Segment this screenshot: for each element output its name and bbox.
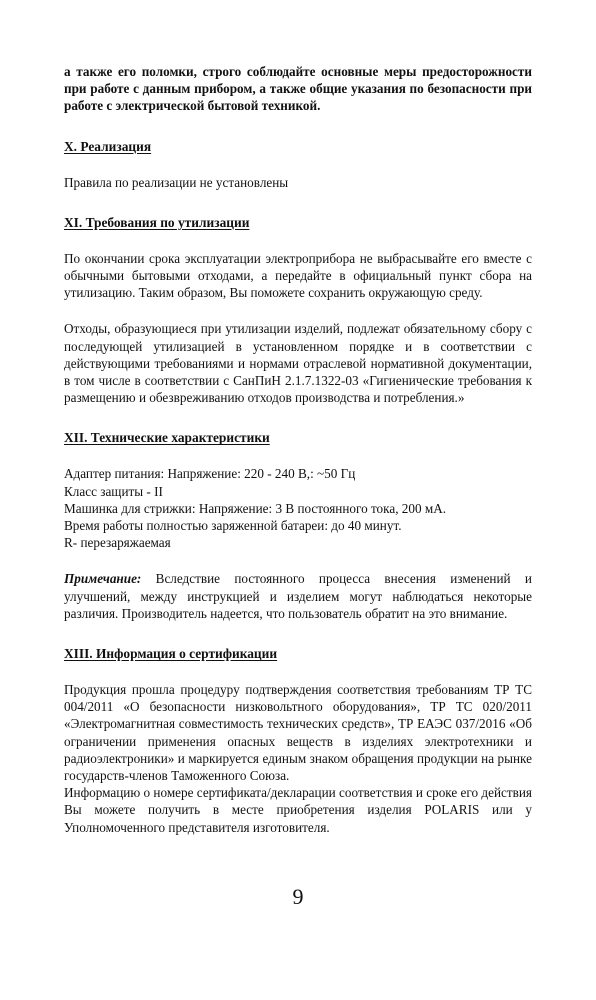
- section-xi-heading: XI. Требования по утилизации: [64, 214, 250, 230]
- section-x-text: Правила по реализации не установлены: [64, 174, 289, 190]
- section-xii-heading: XII. Технические характеристики: [64, 430, 270, 446]
- section-xiii-heading: XIII. Информация о сертификации: [64, 646, 278, 662]
- spec-line-rechargeable: R- перезаряжаемая: [64, 535, 171, 551]
- spec-line-runtime: Время работы полностью заряженной батареи: до 40 минут.: [64, 518, 402, 534]
- page-number: 9: [292, 884, 304, 909]
- section-xi-paragraph-1: По окончании срока эксплуатации электроприбора не выбрасывайте его вместе с обычными бытовыми отходами, а передайте в официальный пункт сбора на утилизацию. Таким образом, Вы поможете сохранить окружающую среду.: [64, 250, 532, 301]
- section-xi-paragraph-2: Отходы, образующиеся при утилизации изделий, подлежат обязательному сбору с последующей утилизацией в установленном порядке и в соответствии с действующими требованиями и нормами отраслевой нормативной документации, в том числе в соответствии с СанПиН 2.1.7.1322-03 «Гигиенические требования к размещению и обезвреживанию отходов производства и потребления.»: [64, 321, 532, 406]
- note-text: Вследствие постоянного процесса внесения изменений и улучшений, между инструкцией и изделием могут наблюдаться некоторые различия. Производитель надеется, что пользователь обратит на это внимание.: [64, 571, 532, 621]
- note-label: Примечание:: [64, 571, 142, 587]
- section-xiii-paragraph-1: Продукция прошла процедуру подтверждения соответствия требованиям ТР ТС 004/2011 «О безопасности низковольтного оборудования», ТР ТС 020/2011 «Электромагнитная совместимость технических средств», ТР ЕАЭС 037/2016 «Об ограничении применения опасных веществ в изделиях электротехники и радиоэлектроники» и маркируется единым знаком обращения продукции на рынке государств-членов Таможенного Союза.: [64, 682, 532, 784]
- spec-list: [64, 465, 532, 551]
- note-paragraph: [64, 570, 532, 622]
- section-xiii-paragraph-2: Информацию о номере сертификата/декларации соответствия и сроке его действия Вы можете получить в месте приобретения изделия POLARIS или у Уполномоченного представителя изготовителя.: [64, 785, 532, 835]
- intro-safety-paragraph: а также его поломки, строго соблюдайте основные меры предосторожности при работе с данным прибором, а также общие указания по безопасности при работе с электрической бытовой техникой.: [64, 64, 532, 114]
- section-x-heading: X. Реализация: [64, 138, 152, 154]
- spec-line-adapter: Адаптер питания: Напряжение: 220 - 240 В,: ~50 Гц: [64, 466, 356, 482]
- spec-line-protection-class: Класс защиты - II: [64, 483, 163, 499]
- page-content: [64, 63, 532, 836]
- spec-line-clipper: Машинка для стрижки: Напряжение: 3 В постоянного тока, 200 мА.: [64, 500, 447, 516]
